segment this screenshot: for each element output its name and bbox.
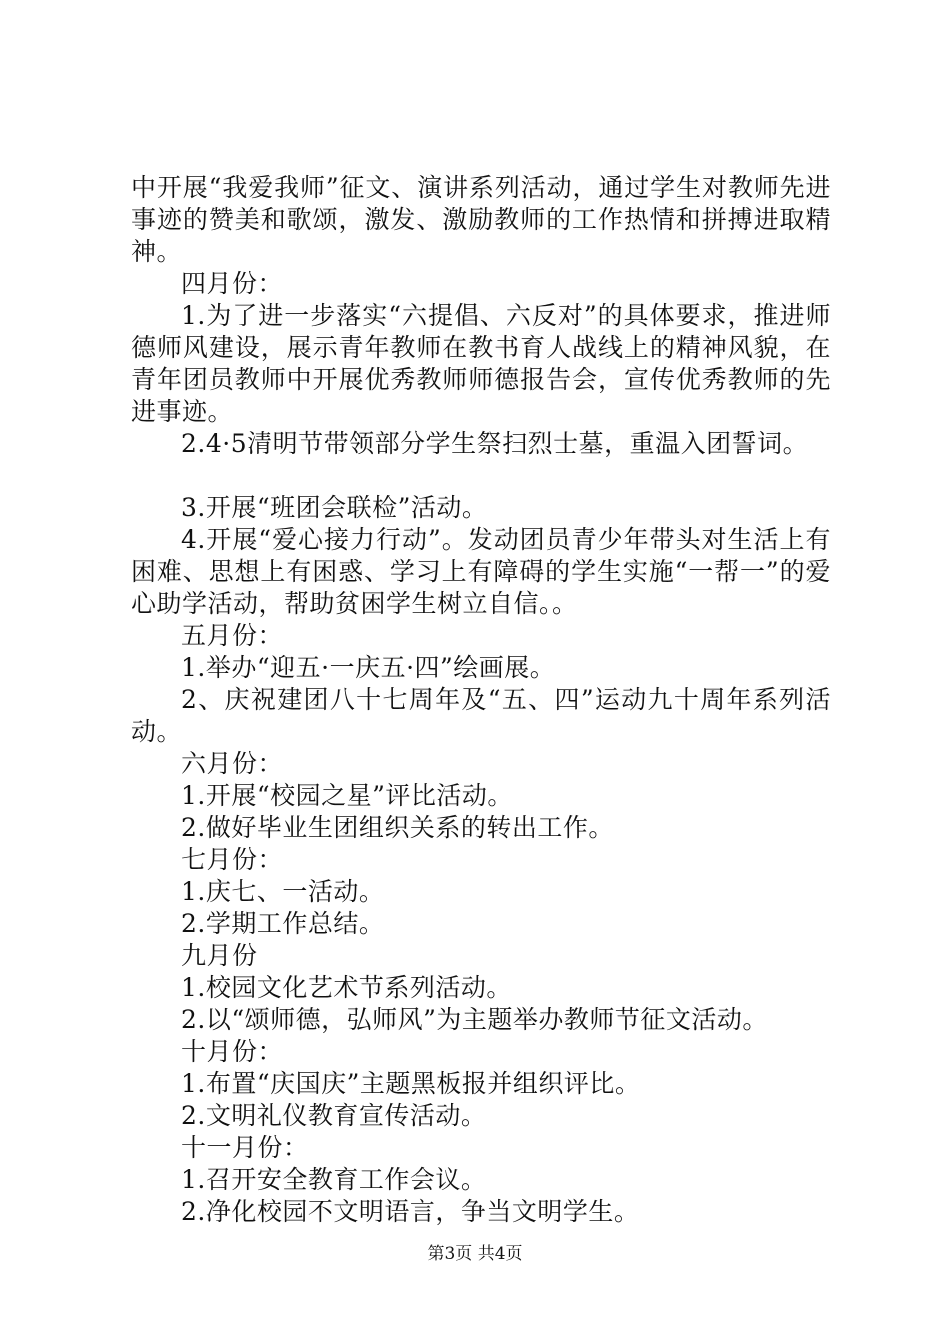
paragraph-continuation: 中开展“我爱我师”征文、演讲系列活动，通过学生对教师先进事迹的赞美和歌颂，激发、激励教师的工作热情和拼搏进取精神。 [131,173,831,266]
month-heading-june: 六月份： [181,749,284,778]
list-item: 1.布置“庆国庆”主题黑板报并组织评比。 [181,1069,641,1098]
list-item: 1.举办“迎五·一庆五·四”绘画展。 [181,653,556,682]
list-item: 2.4·5清明节带领部分学生祭扫烈士墓，重温入团誓词。 [181,429,809,458]
list-item: 2.净化校园不文明语言，争当文明学生。 [181,1197,640,1226]
list-item: 4.开展“爱心接力行动”。发动团员青少年带头对生活上有困难、思想上有困惑、学习上有障碍的学生实施“一帮一”的爱心助学活动，帮助贫困学生树立自信。。 [131,525,831,618]
list-item: 2.文明礼仪教育宣传活动。 [181,1101,487,1130]
page-footer: 第3页 共4页 [427,1244,523,1264]
list-item: 1.开展“校园之星”评比活动。 [181,781,513,810]
list-item: 3.开展“班团会联检”活动。 [181,493,488,522]
list-item: 1.召开安全教育工作会议。 [181,1165,487,1194]
list-item: 2.做好毕业生团组织关系的转出工作。 [181,813,614,842]
list-item: 1.庆七、一活动。 [181,877,385,906]
list-item: 1.为了进一步落实“六提倡、六反对”的具体要求，推进师德师风建设，展示青年教师在教书育人战线上的精神风貌，在青年团员教师中开展优秀教师师德报告会，宣传优秀教师的先进事迹。 [131,301,831,426]
month-heading-july: 七月份： [181,845,284,874]
month-heading-april: 四月份： [181,269,284,298]
list-item: 2.学期工作总结。 [181,909,385,938]
month-heading-september: 九月份 [181,941,258,970]
list-item: 1.校园文化艺术节系列活动。 [181,973,512,1002]
month-heading-october: 十月份： [181,1037,284,1066]
list-item: 2、庆祝建团八十七周年及“五、四”运动九十周年系列活动。 [131,685,831,746]
month-heading-november: 十一月份： [181,1133,309,1162]
list-item: 2.以“颂师德，弘师风”为主题举办教师节征文活动。 [181,1005,768,1034]
month-heading-may: 五月份： [181,621,284,650]
document-body [131,172,831,1228]
